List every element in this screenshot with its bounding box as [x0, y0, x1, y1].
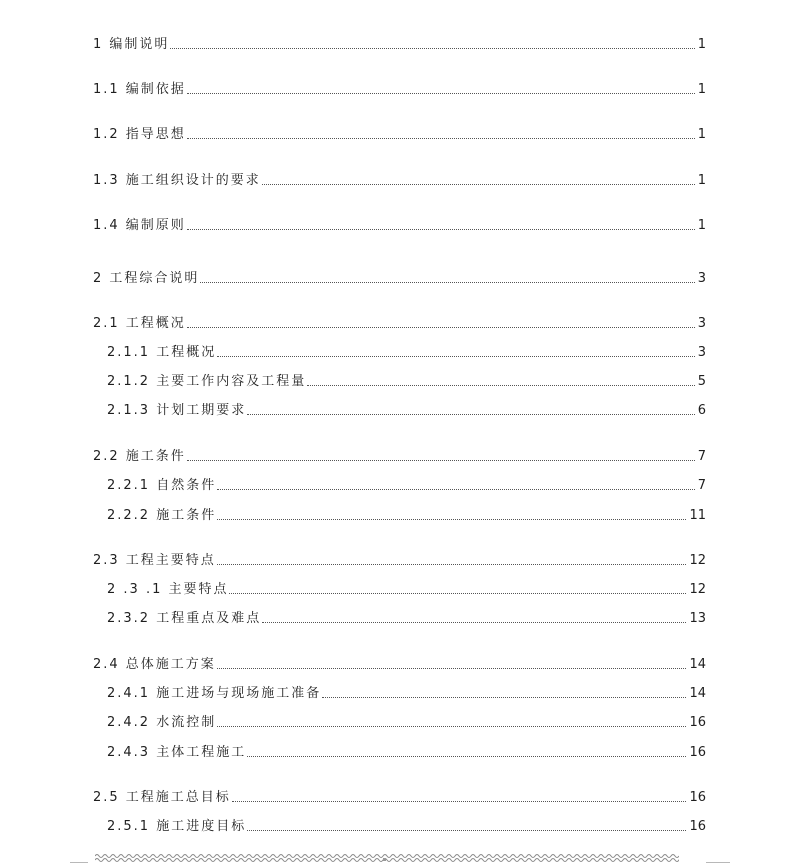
- toc-entry[interactable]: [93, 312, 706, 332]
- toc-entry-title: 2.1.2 主要工作内容及工程量: [107, 374, 307, 389]
- toc-entry-title: 1.4 编制原则: [93, 218, 186, 233]
- toc-entry[interactable]: [93, 78, 706, 98]
- toc-entry-page: 7: [697, 478, 706, 493]
- dot-leader: [247, 830, 686, 831]
- toc-entry-title: 2.4.3 主体工程施工: [107, 745, 247, 760]
- toc-entry[interactable]: [93, 267, 706, 287]
- toc-entry-page: 11: [689, 508, 706, 523]
- toc-entry-title: 2.1.3 计划工期要求: [107, 403, 247, 418]
- toc-entry-title: 2.4 总体施工方案: [93, 657, 216, 672]
- toc-entry-page: 1: [697, 82, 706, 97]
- toc-entry[interactable]: [107, 815, 706, 835]
- toc-entry-title: 2 .3 .1 主要特点: [107, 582, 229, 597]
- toc-entry[interactable]: [107, 711, 706, 731]
- toc-entry-title: 2.2.2 施工条件: [107, 508, 217, 523]
- dot-leader: [307, 385, 695, 386]
- toc-entry-page: 16: [689, 790, 706, 805]
- dot-leader: [187, 229, 695, 230]
- toc-entry-title: 2.3.2 工程重点及难点: [107, 611, 262, 626]
- toc-entry[interactable]: [93, 445, 706, 465]
- toc-entry[interactable]: [107, 607, 706, 627]
- dot-leader: [232, 801, 687, 802]
- toc-entry-title: 2.5.1 施工进度目标: [107, 819, 247, 834]
- toc-entry-page: 1: [697, 218, 706, 233]
- toc-entry-page: 16: [689, 715, 706, 730]
- toc-entry-page: 1: [697, 127, 706, 142]
- margin-guide-left: [70, 862, 88, 863]
- toc-entry-page: 14: [689, 657, 706, 672]
- toc-entry-page: 6: [697, 403, 706, 418]
- page-break-line: [95, 853, 679, 863]
- toc-entry-title: 2.4.1 施工进场与现场施工准备: [107, 686, 322, 701]
- toc-entry[interactable]: [107, 682, 706, 702]
- margin-guide-right: [706, 862, 730, 863]
- toc-entry[interactable]: [107, 370, 706, 390]
- wavy-line-icon: [95, 853, 679, 863]
- dot-leader: [187, 93, 695, 94]
- toc-entry[interactable]: [93, 169, 706, 189]
- toc-entry-title: 2.1.1 工程概况: [107, 345, 217, 360]
- toc-entry-title: 2.2.1 自然条件: [107, 478, 217, 493]
- toc-entry[interactable]: [107, 399, 706, 419]
- page-break-marker: [383, 858, 386, 861]
- toc-entry[interactable]: [93, 786, 706, 806]
- toc-entry-title: 2.3 工程主要特点: [93, 553, 216, 568]
- dot-leader: [217, 519, 686, 520]
- toc-entry-page: 3: [697, 316, 706, 331]
- dot-leader: [247, 414, 695, 415]
- dot-leader: [217, 489, 695, 490]
- toc-entry-page: 3: [697, 271, 706, 286]
- toc-entry-title: 1.3 施工组织设计的要求: [93, 173, 261, 188]
- toc-entry-title: 2.2 施工条件: [93, 449, 186, 464]
- toc-entry[interactable]: [107, 578, 706, 598]
- toc-entry[interactable]: [93, 33, 706, 53]
- dot-leader: [170, 48, 694, 49]
- toc-entry[interactable]: [107, 504, 706, 524]
- dot-leader: [217, 564, 687, 565]
- toc-entry-title: 2.5 工程施工总目标: [93, 790, 231, 805]
- toc-entry[interactable]: [93, 653, 706, 673]
- dot-leader: [187, 138, 695, 139]
- dot-leader: [217, 668, 687, 669]
- toc-entry-title: 1 编制说明: [93, 37, 170, 52]
- toc-entry[interactable]: [93, 549, 706, 569]
- toc-entry-title: 2.4.2 水流控制: [107, 715, 217, 730]
- toc-entry-page: 7: [697, 449, 706, 464]
- toc-entry[interactable]: [107, 741, 706, 761]
- toc-entry-page: 5: [697, 374, 706, 389]
- dot-leader: [229, 593, 686, 594]
- dot-leader: [262, 622, 686, 623]
- toc-entry[interactable]: [93, 123, 706, 143]
- dot-leader: [200, 282, 694, 283]
- toc-entry[interactable]: [107, 341, 706, 361]
- toc-entry-page: 12: [689, 553, 706, 568]
- toc-entry-page: 1: [697, 173, 706, 188]
- toc-entry-page: 12: [689, 582, 706, 597]
- toc-entry[interactable]: [107, 474, 706, 494]
- toc-entry-title: 1.1 编制依据: [93, 82, 186, 97]
- toc-entry[interactable]: [93, 214, 706, 234]
- toc-entry-page: 14: [689, 686, 706, 701]
- toc-entry-page: 16: [689, 745, 706, 760]
- dot-leader: [187, 327, 695, 328]
- toc-entry-page: 1: [697, 37, 706, 52]
- toc-entry-page: 13: [689, 611, 706, 626]
- dot-leader: [217, 726, 686, 727]
- toc-entry-title: 2 工程综合说明: [93, 271, 200, 286]
- dot-leader: [187, 460, 695, 461]
- toc-entry-title: 2.1 工程概况: [93, 316, 186, 331]
- toc-entry-page: 3: [697, 345, 706, 360]
- toc-entry-title: 1.2 指导思想: [93, 127, 186, 142]
- dot-leader: [247, 756, 686, 757]
- dot-leader: [217, 356, 695, 357]
- dot-leader: [262, 184, 695, 185]
- dot-leader: [322, 697, 686, 698]
- toc-entry-page: 16: [689, 819, 706, 834]
